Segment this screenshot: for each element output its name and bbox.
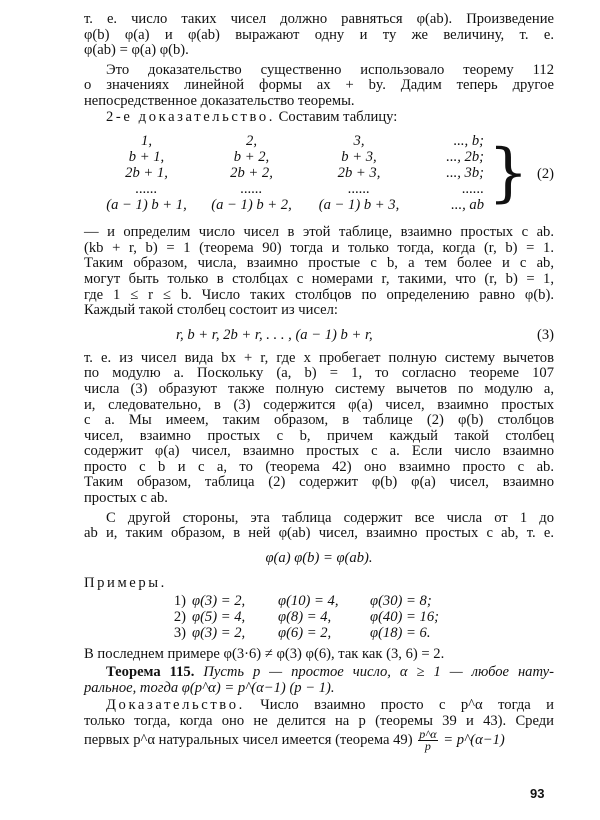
equation-number: (3) xyxy=(536,326,554,343)
text-line: Таким образом, числа, взаимно простые с b, а тем более и с ab, xyxy=(84,255,554,272)
examples-heading xyxy=(84,576,554,592)
table-cell: 3) xyxy=(173,625,186,642)
formula-text: r, b + r, 2b + r, . . . , (a − 1) b + r, xyxy=(176,326,373,343)
table-cell: φ(3) = 2, xyxy=(192,625,246,642)
table-cell: 2b + 1, xyxy=(125,165,168,182)
table-cell: ...... xyxy=(135,181,158,198)
table-cell: 2b + 2, xyxy=(230,165,273,182)
text-line: т. е. число таких чисел должно равняться φ(ab). Произведение xyxy=(84,11,554,27)
proof-final-line1 xyxy=(84,698,554,714)
text-line: непосредственное доказательство теоремы. xyxy=(84,92,355,109)
right-brace: } xyxy=(488,136,529,211)
formula-text: φ(a) φ(b) = φ(ab). xyxy=(265,549,373,566)
text-line: содержит φ(a) чисел, взаимно простых с a. Если число взаимно xyxy=(84,443,554,460)
text-line: φ(b) φ(a) и φ(ab) выражают одну и ту же величину, т. е. xyxy=(84,26,554,43)
last-example-note: В последнем примере φ(3·6) ≠ φ(3) φ(6), так как (3, 6) = 2. xyxy=(84,646,445,663)
text-line: ab и, таким образом, в ней φ(ab) чисел, взаимно простых с ab, т. е. xyxy=(84,525,554,542)
table-row xyxy=(162,593,439,609)
text-line: (kb + r, b) = 1 (теорема 90) тогда и только тогда, когда (r, b) = 1. xyxy=(84,239,554,256)
text-line: чисел, взаимно простых с b, причем каждый такой столбец xyxy=(84,427,554,444)
table-cell: (a − 1) b + 2, xyxy=(211,197,292,214)
table-cell: φ(8) = 4, xyxy=(278,609,332,626)
text-line: просто с b и с a, то (теорема 42) оно взаимно просто с ab. xyxy=(84,458,554,475)
table-cell: φ(40) = 16; xyxy=(370,609,439,626)
text-line: простых с ab. xyxy=(84,490,168,507)
theorem-text: Пусть p — простое число, α ≥ 1 — любое нату- xyxy=(203,664,554,681)
text-line: и, следовательно, в (3) содержится φ(a) чисел, взаимно простых xyxy=(84,396,554,413)
table-cell: ...... xyxy=(240,181,263,198)
fraction-numerator: p^α xyxy=(419,727,437,742)
text-line: по модулю a. Поскольку (a, b) = 1, то согласно теореме 107 xyxy=(84,365,554,382)
text-line: где 1 ≤ r ≤ b. Число таких столбцов по определению равно φ(b). xyxy=(84,286,554,303)
text-line: — и определим число чисел в этой таблице, взаимно простых с ab. xyxy=(84,224,554,241)
paragraph-1 xyxy=(84,12,554,59)
paragraph-5 xyxy=(84,511,554,542)
table-cell: ..., b; xyxy=(453,133,484,150)
proof-intro: Составим таблицу: xyxy=(278,108,398,125)
table-row xyxy=(94,197,484,213)
fraction-denominator: p xyxy=(424,739,431,754)
text-line: С другой стороны, эта таблица содержит все числа от 1 до xyxy=(106,509,554,526)
text-line: Это доказательство существенно использовало теорему 112 xyxy=(106,61,554,78)
table-cell: 2, xyxy=(246,133,257,150)
proof-text: первых p^α натуральных чисел имеется (теорема 49) xyxy=(84,732,413,749)
table-cell: 1, xyxy=(141,133,152,150)
fraction-result: = p^(α−1) xyxy=(443,732,505,749)
table-cell: ..., ab xyxy=(451,197,484,214)
table-cell: φ(3) = 2, xyxy=(192,593,246,610)
page-number: 93 xyxy=(530,786,545,801)
paragraph-2 xyxy=(84,63,554,110)
table-row xyxy=(94,181,484,197)
fraction xyxy=(418,729,437,752)
table-cell: (a − 1) b + 3, xyxy=(318,197,400,214)
text-line: φ(ab) = φ(a) φ(b). xyxy=(84,42,189,59)
text-line: Каждый такой столбец состоит из чисел: xyxy=(84,302,338,319)
text-line: могут быть только в столбцах с номерами r, такими, что (r, b) = 1, xyxy=(84,270,554,287)
text-line: о значениях линейной формы ax + by. Дадим теперь другое xyxy=(84,77,554,94)
table-cell: b + 2, xyxy=(233,149,270,166)
table-cell: φ(30) = 8; xyxy=(370,593,432,610)
table-cell: b + 1, xyxy=(128,149,165,166)
examples-label: Примеры. xyxy=(84,574,167,591)
paragraph-4 xyxy=(84,351,554,507)
table-cell: 1) xyxy=(173,593,186,610)
proof2-heading xyxy=(84,110,554,126)
text-line: числа (3) образуют также полную систему вычетов по модулю a, xyxy=(84,380,554,397)
table-cell: (a − 1) b + 1, xyxy=(106,197,187,214)
theorem-label: Теорема 115. xyxy=(106,664,195,681)
proof-label: Доказательство. xyxy=(106,697,245,714)
table-cell: φ(10) = 4, xyxy=(278,593,339,610)
equation-number: (2) xyxy=(536,166,554,183)
text-line: с a. Мы имеем, таким образом, в таблице (2) φ(b) столбцов xyxy=(84,412,554,429)
formula-3 xyxy=(84,327,554,345)
table-row xyxy=(94,165,484,181)
table-cell: 2b + 3, xyxy=(337,165,381,182)
text-line: Таким образом, таблица (2) содержит φ(b) φ(a) чисел, взаимно xyxy=(84,474,554,491)
table-cell: ..., 2b; xyxy=(446,149,484,166)
table-row xyxy=(94,149,484,165)
table-2-block xyxy=(84,133,554,219)
theorem-115 xyxy=(84,665,554,681)
table-cell: 3, xyxy=(353,133,365,150)
table-cell: φ(6) = 2, xyxy=(278,625,332,642)
proof-text: Число взаимно просто с p^α тогда и xyxy=(260,697,554,714)
table-row xyxy=(162,609,439,625)
examples-table xyxy=(162,593,439,641)
table-cell: ...... xyxy=(348,181,370,198)
proof-final-line3 xyxy=(84,729,554,752)
table-cell: φ(18) = 6. xyxy=(370,625,431,642)
table-row xyxy=(94,133,484,149)
table-cell: ..., 3b; xyxy=(446,165,484,182)
table-2 xyxy=(94,133,484,213)
table-cell: ...... xyxy=(462,181,484,198)
proof-label: 2-е доказательство. xyxy=(106,108,275,125)
theorem-text-cont: ральное, тогда φ(p^α) = p^(α−1) (p − 1). xyxy=(84,679,335,696)
page-body xyxy=(84,12,554,752)
proof-text-line2: только тогда, когда оно не делится на p (теоремы 39 и 43). Среди xyxy=(84,712,554,729)
text-line: т. е. из чисел вида bx + r, где x пробегает полную систему вычетов xyxy=(84,349,554,366)
table-cell: b + 3, xyxy=(341,149,377,166)
formula-main xyxy=(84,550,554,568)
table-row xyxy=(162,625,439,641)
table-cell: 2) xyxy=(173,609,186,626)
paragraph-3 xyxy=(84,225,554,319)
table-cell: φ(5) = 4, xyxy=(192,609,246,626)
